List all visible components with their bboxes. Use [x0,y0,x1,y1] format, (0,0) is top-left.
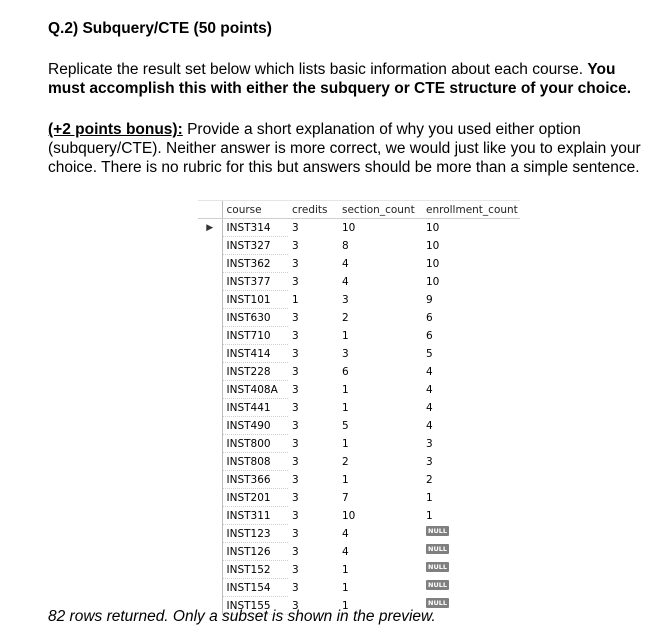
table-row[interactable] [198,417,520,435]
grid-header-row [198,201,520,219]
cell-enrollment-count[interactable] [422,561,520,579]
cell-course[interactable]: INST228 [222,363,288,381]
row-indicator-cell [198,525,222,543]
cell-course[interactable]: INST800 [222,435,288,453]
cell-credits[interactable]: 3 [292,311,299,324]
cell-credits[interactable]: 3 [292,329,299,342]
row-indicator-cell [198,471,222,489]
table-row[interactable] [198,345,520,363]
table-row[interactable] [198,525,520,543]
cell-enrollment-count[interactable]: 4 [426,365,433,378]
cell-section-count[interactable]: 4 [342,527,349,540]
cell-course[interactable]: INST362 [222,255,288,273]
cell-section-count[interactable]: 10 [342,221,356,234]
cell-enrollment-count[interactable]: 3 [426,437,433,450]
table-row[interactable] [198,327,520,345]
null-badge: NULL [428,544,448,553]
cell-section-count[interactable]: 4 [342,257,349,270]
cell-course[interactable]: INST710 [222,327,288,345]
table-row[interactable] [198,363,520,381]
cell-section-count[interactable]: 10 [342,509,356,522]
cell-enrollment-count[interactable]: 6 [426,311,433,324]
cell-enrollment-count[interactable]: 4 [426,419,433,432]
grid-body [198,219,520,615]
question-title: Q.2) Subquery/CTE (50 points) [48,20,272,37]
row-indicator-cell [198,561,222,579]
cell-course[interactable]: INST408A [222,381,288,399]
row-indicator-cell [198,579,222,597]
table-row[interactable] [198,309,520,327]
cell-course[interactable]: INST366 [222,471,288,489]
row-indicator-cell [198,363,222,381]
cell-credits[interactable]: 3 [292,563,299,576]
row-indicator-cell [198,489,222,507]
cell-enrollment-count[interactable]: 10 [426,257,440,270]
cell-course[interactable]: INST201 [222,489,288,507]
cell-course[interactable]: INST327 [222,237,288,255]
bonus-label: (+2 points bonus): [48,121,183,138]
cell-enrollment-count[interactable] [422,579,520,597]
cell-credits[interactable]: 3 [292,419,299,432]
cell-course[interactable]: INST314 [222,219,288,237]
cell-section-count[interactable]: 1 [342,437,349,450]
cell-course[interactable]: INST377 [222,273,288,291]
cell-enrollment-count[interactable]: 4 [426,383,433,396]
cell-enrollment-count[interactable]: 3 [426,455,433,468]
cell-course[interactable]: INST490 [222,417,288,435]
cell-enrollment-count[interactable]: 9 [426,293,433,306]
cell-credits[interactable]: 3 [292,401,299,414]
table-row[interactable] [198,219,520,237]
column-header-course[interactable]: course [222,201,288,219]
cell-section-count[interactable]: 1 [342,599,349,612]
table-row[interactable] [198,579,520,597]
cell-enrollment-count[interactable]: 1 [426,491,433,504]
cell-credits[interactable]: 3 [292,221,299,234]
cell-credits[interactable]: 3 [292,545,299,558]
cell-course[interactable]: INST123 [222,525,288,543]
cell-course[interactable]: INST101 [222,291,288,309]
null-badge: NULL [428,580,448,589]
cell-course[interactable]: INST630 [222,309,288,327]
table-row[interactable] [198,255,520,273]
cell-credits[interactable]: 3 [292,347,299,360]
cell-enrollment-count[interactable]: 1 [426,509,433,522]
row-indicator-cell [198,435,222,453]
column-header-enrollment-count[interactable]: enrollment_count [422,201,520,219]
cell-enrollment-count[interactable]: 2 [426,473,433,486]
row-indicator-cell [198,543,222,561]
cell-credits[interactable]: 3 [292,365,299,378]
cell-section-count[interactable]: 1 [342,581,349,594]
instruction-text: Replicate the result set below which lists basic information about each course. [48,61,584,78]
row-indicator-icon: ▶ [206,222,214,233]
cell-section-count[interactable]: 1 [342,383,349,396]
column-header-credits[interactable]: credits [288,201,338,219]
cell-course[interactable]: INST126 [222,543,288,561]
cell-section-count[interactable]: 5 [342,419,349,432]
cell-credits[interactable]: 3 [292,257,299,270]
cell-course[interactable]: INST155 [222,597,288,615]
cell-enrollment-count[interactable]: 10 [426,221,440,234]
cell-credits[interactable]: 3 [292,239,299,252]
instruction-emphasis: You must accomplish this with either the subquery or CTE structure of your choice. [48,61,632,97]
cell-credits[interactable]: 3 [292,275,299,288]
row-indicator-cell [198,507,222,525]
column-header-section-count[interactable]: section_count [338,201,422,219]
table-row[interactable] [198,453,520,471]
row-indicator-cell [198,327,222,345]
table-row[interactable] [198,471,520,489]
cell-credits[interactable]: 3 [292,383,299,396]
row-indicator-cell [198,381,222,399]
rows-returned-note: 82 rows returned. Only a subset is shown in the preview. [48,608,436,625]
cell-course[interactable]: INST311 [222,507,288,525]
cell-course[interactable]: INST808 [222,453,288,471]
null-badge: NULL [428,526,448,535]
cell-course[interactable]: INST154 [222,579,288,597]
cell-section-count[interactable]: 7 [342,491,349,504]
cell-credits[interactable]: 3 [292,473,299,486]
row-indicator-header [198,201,222,219]
cell-credits[interactable]: 3 [292,581,299,594]
row-indicator-cell [198,291,222,309]
cell-enrollment-count[interactable]: 6 [426,329,433,342]
cell-credits[interactable]: 1 [292,293,299,306]
cell-credits[interactable]: 3 [292,491,299,504]
table-row[interactable] [198,561,520,579]
bonus-text: Provide a short explanation of why you used either option (subquery/CTE). Neither answer is more correct, we would just like you to explain your choice. There is no rubric for this but answers should be more than a simple sentence. [48,121,641,176]
cell-course[interactable]: INST152 [222,561,288,579]
table-row[interactable] [198,237,520,255]
table-row[interactable] [198,507,520,525]
cell-credits[interactable]: 3 [292,509,299,522]
table-row[interactable] [198,291,520,309]
bonus-paragraph [48,120,663,177]
table-row[interactable] [198,435,520,453]
cell-section-count[interactable]: 3 [342,347,349,360]
cell-section-count[interactable]: 8 [342,239,349,252]
cell-section-count[interactable]: 1 [342,329,349,342]
result-grid [198,200,520,615]
row-indicator-cell [198,273,222,291]
cell-enrollment-count[interactable]: 10 [426,275,440,288]
instruction-paragraph [48,60,648,98]
cell-section-count[interactable]: 4 [342,545,349,558]
cell-course[interactable]: INST441 [222,399,288,417]
table-row[interactable] [198,543,520,561]
row-indicator-cell [198,309,222,327]
cell-section-count[interactable]: 1 [342,401,349,414]
cell-section-count[interactable]: 4 [342,275,349,288]
cell-section-count[interactable]: 1 [342,473,349,486]
cell-section-count[interactable]: 3 [342,293,349,306]
cell-enrollment-count[interactable] [422,525,520,543]
null-badge: NULL [428,598,448,607]
cell-credits[interactable]: 3 [292,599,299,612]
null-badge: NULL [428,562,448,571]
cell-section-count[interactable]: 6 [342,365,349,378]
cell-enrollment-count[interactable]: 5 [426,347,433,360]
cell-credits[interactable]: 3 [292,455,299,468]
table-row[interactable] [198,273,520,291]
row-indicator-cell [198,255,222,273]
row-indicator-cell [198,453,222,471]
row-indicator-cell [198,399,222,417]
table-row[interactable] [198,489,520,507]
row-indicator-cell [198,417,222,435]
table-row[interactable] [198,381,520,399]
cell-enrollment-count[interactable]: 10 [426,239,440,252]
row-indicator-cell [198,345,222,363]
cell-enrollment-count[interactable]: 4 [426,401,433,414]
cell-section-count[interactable]: 2 [342,311,349,324]
cell-enrollment-count[interactable] [422,597,520,615]
cell-credits[interactable]: 3 [292,527,299,540]
cell-credits[interactable]: 3 [292,437,299,450]
cell-section-count[interactable]: 2 [342,455,349,468]
cell-enrollment-count[interactable] [422,543,520,561]
table-row[interactable] [198,399,520,417]
cell-course[interactable]: INST414 [222,345,288,363]
cell-section-count[interactable]: 1 [342,563,349,576]
row-indicator-cell [198,237,222,255]
